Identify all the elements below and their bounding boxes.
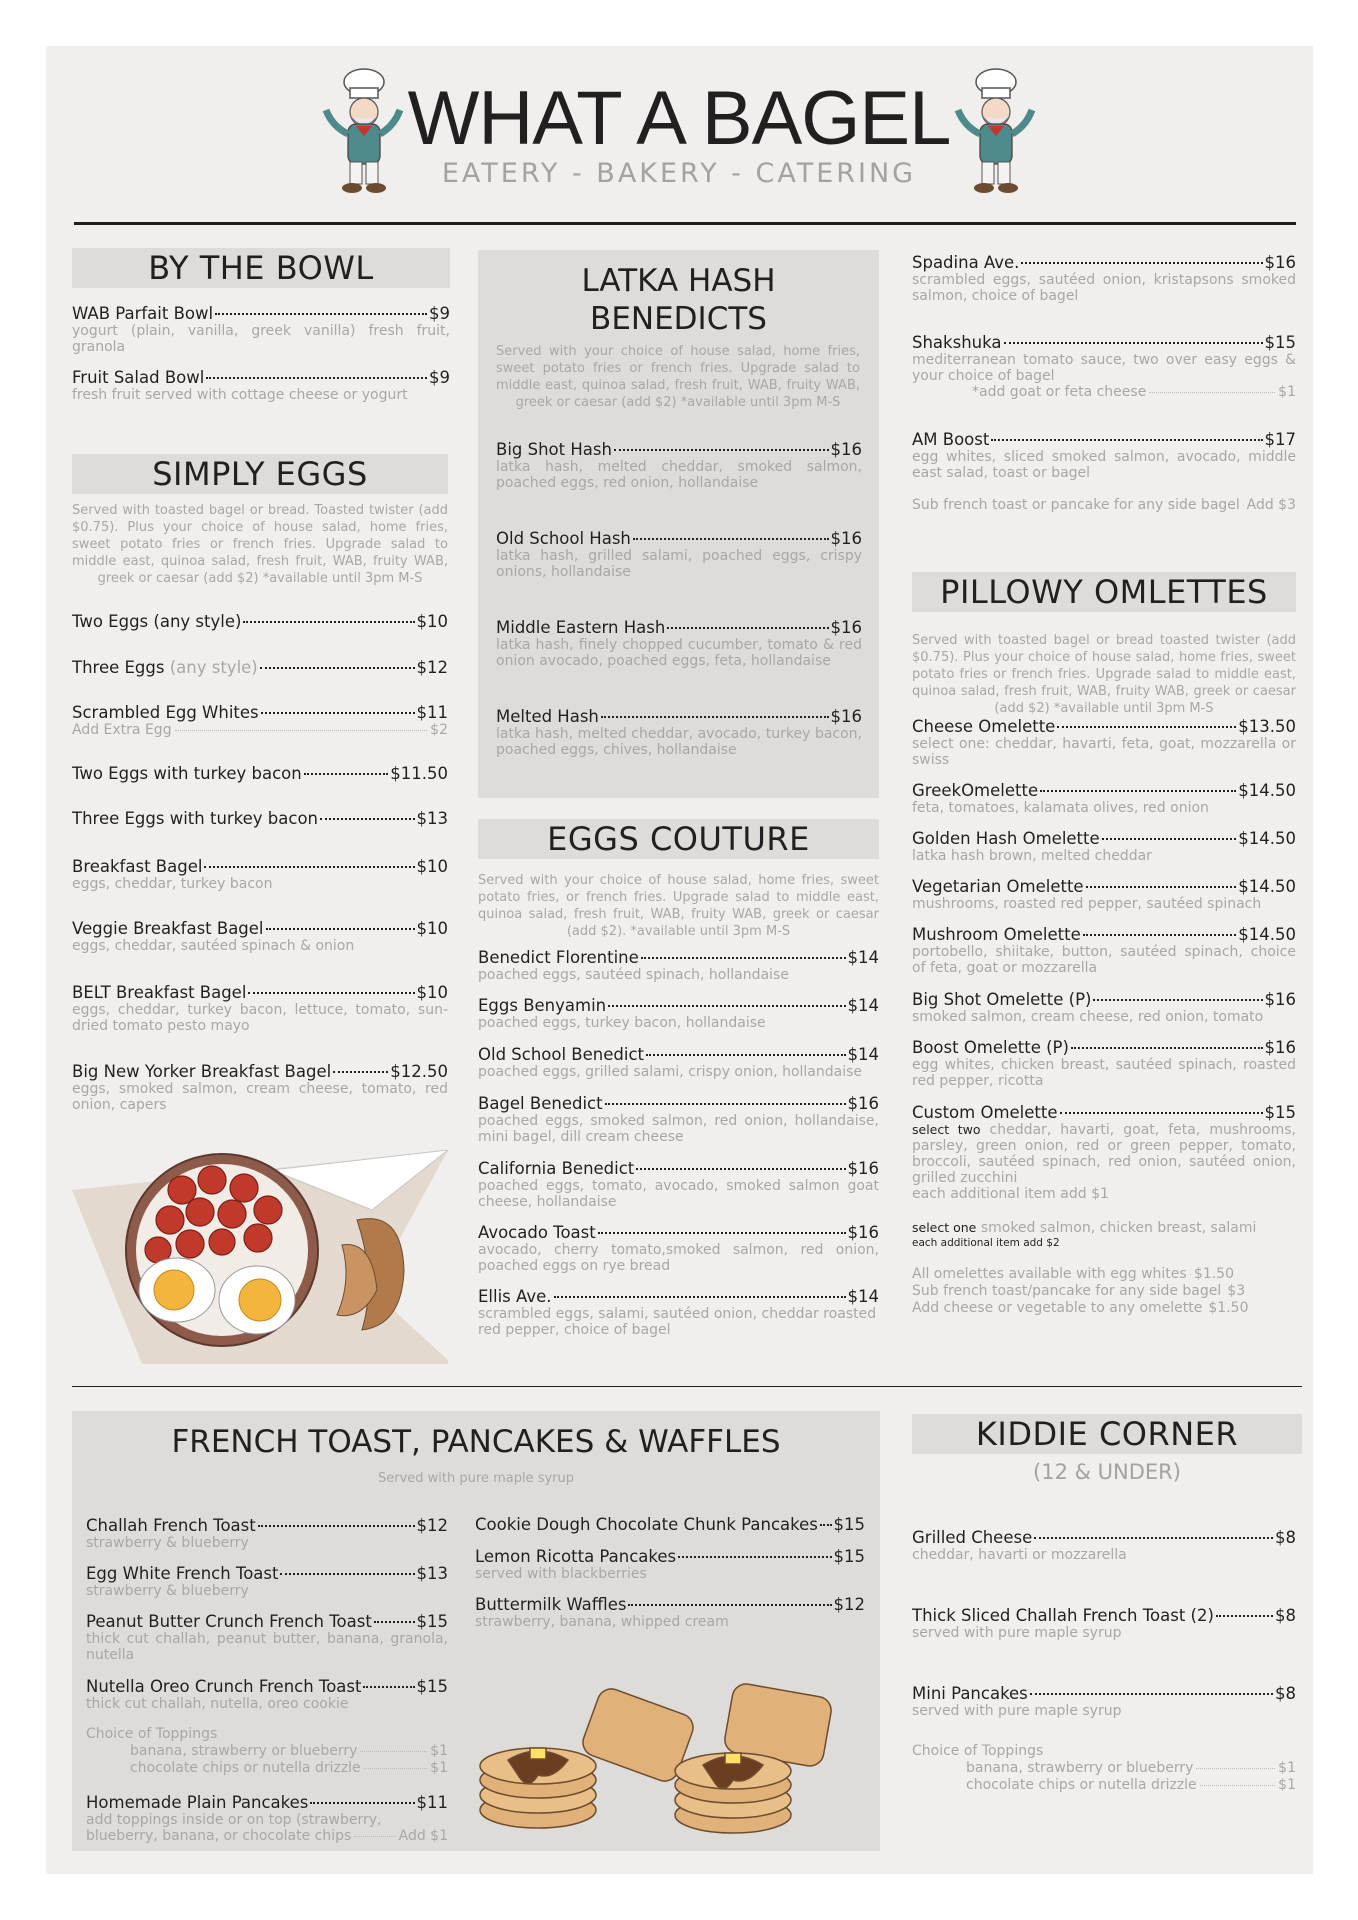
toppings-list: Choice of Toppings banana, strawberry or blueberry $1 chocolate chips or nutella drizzle $1 (912, 1743, 1296, 1793)
brand-title: WHAT A BAGEL (407, 76, 951, 161)
section-title-french-toast: FRENCH TOAST, PANCAKES & WAFFLES (171, 1424, 781, 1460)
menu-item: Melted Hash $16 latka hash, melted cheddar, avocado, turkey bacon, poached eggs, chives, hollandaise (496, 707, 862, 758)
breakfast-plate-illustration (72, 1150, 448, 1364)
section-title-latka-hash: LATKA HASH BENEDICTS (581, 263, 776, 337)
menu-item: Mushroom Omelette $14.50 portobello, shiitake, button, sautéed spinach, choice of feta, goat or mozzarella (912, 925, 1296, 976)
toppings-list: Choice of Toppings banana, strawberry or blueberry $1 chocolate chips or nutella drizzle $1 (86, 1726, 448, 1776)
menu-item: Custom Omelette $15 select two cheddar, havarti, goat, feta, mushrooms, parsley, green onion, red or green pepper, tomato, broccoli, sautéed spinach, red onion, sautéed onion, grilled zucchini (912, 1103, 1296, 1186)
menu-item: GreekOmelette $14.50 feta, tomatoes, kalamata olives, red onion (912, 781, 1296, 816)
menu-item: Old School Benedict $14 poached eggs, grilled salami, crispy onion, hollandaise (478, 1045, 879, 1080)
menu-item: Shakshuka $15 mediterranean tomato sauce, two over easy eggs & your choice of bagel *add goat or feta cheese $1 (912, 333, 1296, 400)
select-one-note: select one smoked salmon, chicken breast, salami each additional item add $2 (912, 1220, 1257, 1249)
menu-item: Cheese Omelette $13.50 select one: cheddar, havarti, feta, goat, mozzarella or swiss (912, 717, 1296, 768)
menu-item: Breakfast Bagel $10 eggs, cheddar, turkey bacon (72, 857, 448, 892)
menu-item: Three Eggs with turkey bacon $13 (72, 809, 448, 828)
section-title-by-the-bowl: BY THE BOWL (72, 248, 450, 288)
menu-item: Buttermilk Waffles $12 strawberry, banana, whipped cream (475, 1595, 865, 1630)
menu-item: Avocado Toast $16 avocado, cherry tomato,smoked salmon, red onion, poached eggs on rye bread (478, 1223, 879, 1274)
menu-item: AM Boost $17 egg whites, sliced smoked salmon, avocado, middle east salad, toast or bagel (912, 430, 1296, 481)
custom-each-note: each additional item add $1 (912, 1186, 1109, 1202)
menu-item: Benedict Florentine $14 poached eggs, sautéed spinach, hollandaise (478, 948, 879, 983)
menu-item: Golden Hash Omelette $14.50 latka hash brown, melted cheddar (912, 829, 1296, 864)
sub-note: Sub french toast or pancake for any side bagel Add $3 (912, 497, 1296, 513)
menu-item: Thick Sliced Challah French Toast (2) $8 served with pure maple syrup (912, 1606, 1296, 1641)
section-note: Served with toasted bagel or bread toasted twister (add $0.75). Plus your choice of house salad, home fries, sweet potato fries or french fries. Upgrade salad to middle east, quinoa salad, fresh fruit, WAB, fruity WAB, greek or caesar (add $2) *available until 3pm M-S (912, 633, 1296, 716)
omelette-extras: All omelettes available with egg whites $1.50 Sub french toast/pancake for any side bagel $3 Add cheese or vegetable to any omelette $1.50 (912, 1266, 1249, 1316)
menu-item: Peanut Butter Crunch French Toast $15 thick cut challah, peanut butter, banana, granola, nutella (86, 1612, 448, 1663)
menu-item: Nutella Oreo Crunch French Toast $15 thick cut challah, nutella, oreo cookie (86, 1677, 448, 1712)
menu-item: Scrambled Egg Whites $11 Add Extra Egg $2 (72, 703, 448, 738)
section-note: Served with toasted bagel or bread. Toasted twister (add $0.75). Plus your choice of house salad, home fries, sweet potato fries or french fries. Upgrade salad to middle east, quinoa salad, fresh fruit, WAB, fruity WAB, greek or caesar (add $2) *available until 3pm M-S (72, 503, 448, 586)
section-subtitle: Served with pure maple syrup (378, 1471, 574, 1486)
header-divider (74, 222, 1296, 225)
menu-item: Fruit Salad Bowl $9 fresh fruit served with cottage cheese or yogurt (72, 368, 450, 403)
menu-item: Challah French Toast $12 strawberry & blueberry (86, 1516, 448, 1551)
menu-item: Big Shot Hash $16 latka hash, melted cheddar, smoked salmon, poached eggs, red onion, hollandaise (496, 440, 862, 491)
menu-item: Spadina Ave. $16 scrambled eggs, sautéed onion, kristapsons smoked salmon, choice of bagel (912, 253, 1296, 304)
menu-item: Mini Pancakes $8 served with pure maple syrup (912, 1684, 1296, 1719)
menu-item: BELT Breakfast Bagel $10 eggs, cheddar, turkey bacon, lettuce, tomato, sun-dried tomato pesto mayo (72, 983, 448, 1034)
menu-item: Old School Hash $16 latka hash, grilled salami, poached eggs, crispy onions, hollandaise (496, 529, 862, 580)
menu-item: Boost Omelette (P) $16 egg whites, chicken breast, sautéed spinach, roasted red pepper, ricotta (912, 1038, 1296, 1089)
menu-item: Big Shot Omelette (P) $16 smoked salmon, cream cheese, red onion, tomato (912, 990, 1296, 1025)
menu-item: Egg White French Toast $13 strawberry & blueberry (86, 1564, 448, 1599)
menu-item: Big New Yorker Breakfast Bagel $12.50 eggs, smoked salmon, cream cheese, tomato, red onion, capers (72, 1062, 448, 1113)
menu-item: Ellis Ave. $14 scrambled eggs, salami, sautéed onion, cheddar roasted red pepper, choice of bagel (478, 1287, 879, 1338)
menu-item: Eggs Benyamin $14 poached eggs, turkey bacon, hollandaise (478, 996, 879, 1031)
section-title-eggs-couture: EGGS COUTURE (478, 819, 879, 859)
menu-item: Bagel Benedict $16 poached eggs, smoked salmon, red onion, hollandaise, mini bagel, dill cream cheese (478, 1094, 879, 1145)
menu-item: Cookie Dough Chocolate Chunk Pancakes $15 (475, 1515, 865, 1534)
menu-item: Lemon Ricotta Pancakes $15 served with blackberries (475, 1547, 865, 1582)
brand-subtitle: EATERY - BAKERY - CATERING (441, 158, 917, 189)
section-divider (72, 1386, 1302, 1387)
section-title-kiddie-corner: KIDDIE CORNER (912, 1414, 1302, 1454)
menu-item: Two Eggs (any style) $10 (72, 612, 448, 631)
menu-item: Two Eggs with turkey bacon $11.50 (72, 764, 448, 783)
pancakes-waffles-illustration (478, 1680, 858, 1840)
menu-item: Middle Eastern Hash $16 latka hash, finely chopped cucumber, tomato & red onion avocado, poached eggs, feta, hollandaise (496, 618, 862, 669)
section-note: Served with your choice of house salad, home fries, sweet potato fries, or french fries. Upgrade salad to middle east, quinoa salad, fresh fruit, WAB, fruity WAB, greek or caesar (add $2). *available until 3pm M-S (478, 873, 879, 939)
menu-item: Veggie Breakfast Bagel $10 eggs, cheddar, sautéed spinach & onion (72, 919, 448, 954)
section-note: Served with your choice of house salad, home fries, sweet potato fries or french fries. Upgrade salad to middle east, quinoa salad, fresh fruit, WAB, fruity WAB, greek or caesar (add $2) *available until 3pm M-S (496, 344, 860, 410)
section-subtitle: (12 & UNDER) (1033, 1460, 1181, 1484)
menu-item: WAB Parfait Bowl $9 yogurt (plain, vanilla, greek vanilla) fresh fruit, granola (72, 304, 450, 355)
menu-item: Three Eggs (any style) $12 (72, 658, 448, 677)
section-title-pillowy-omlettes: PILLOWY OMLETTES (912, 572, 1296, 612)
menu-item: Homemade Plain Pancakes $11 add toppings inside or on top (strawberry, blueberry, banana, or chocolate chips Add $1 (86, 1793, 448, 1844)
menu-item: Vegetarian Omelette $14.50 mushrooms, roasted red pepper, sautéed spinach (912, 877, 1296, 912)
menu-item: Grilled Cheese $8 cheddar, havarti or mozzarella (912, 1528, 1296, 1563)
section-title-simply-eggs: SIMPLY EGGS (72, 454, 448, 494)
menu-item: California Benedict $16 poached eggs, tomato, avocado, smoked salmon goat cheese, hollandaise (478, 1159, 879, 1210)
